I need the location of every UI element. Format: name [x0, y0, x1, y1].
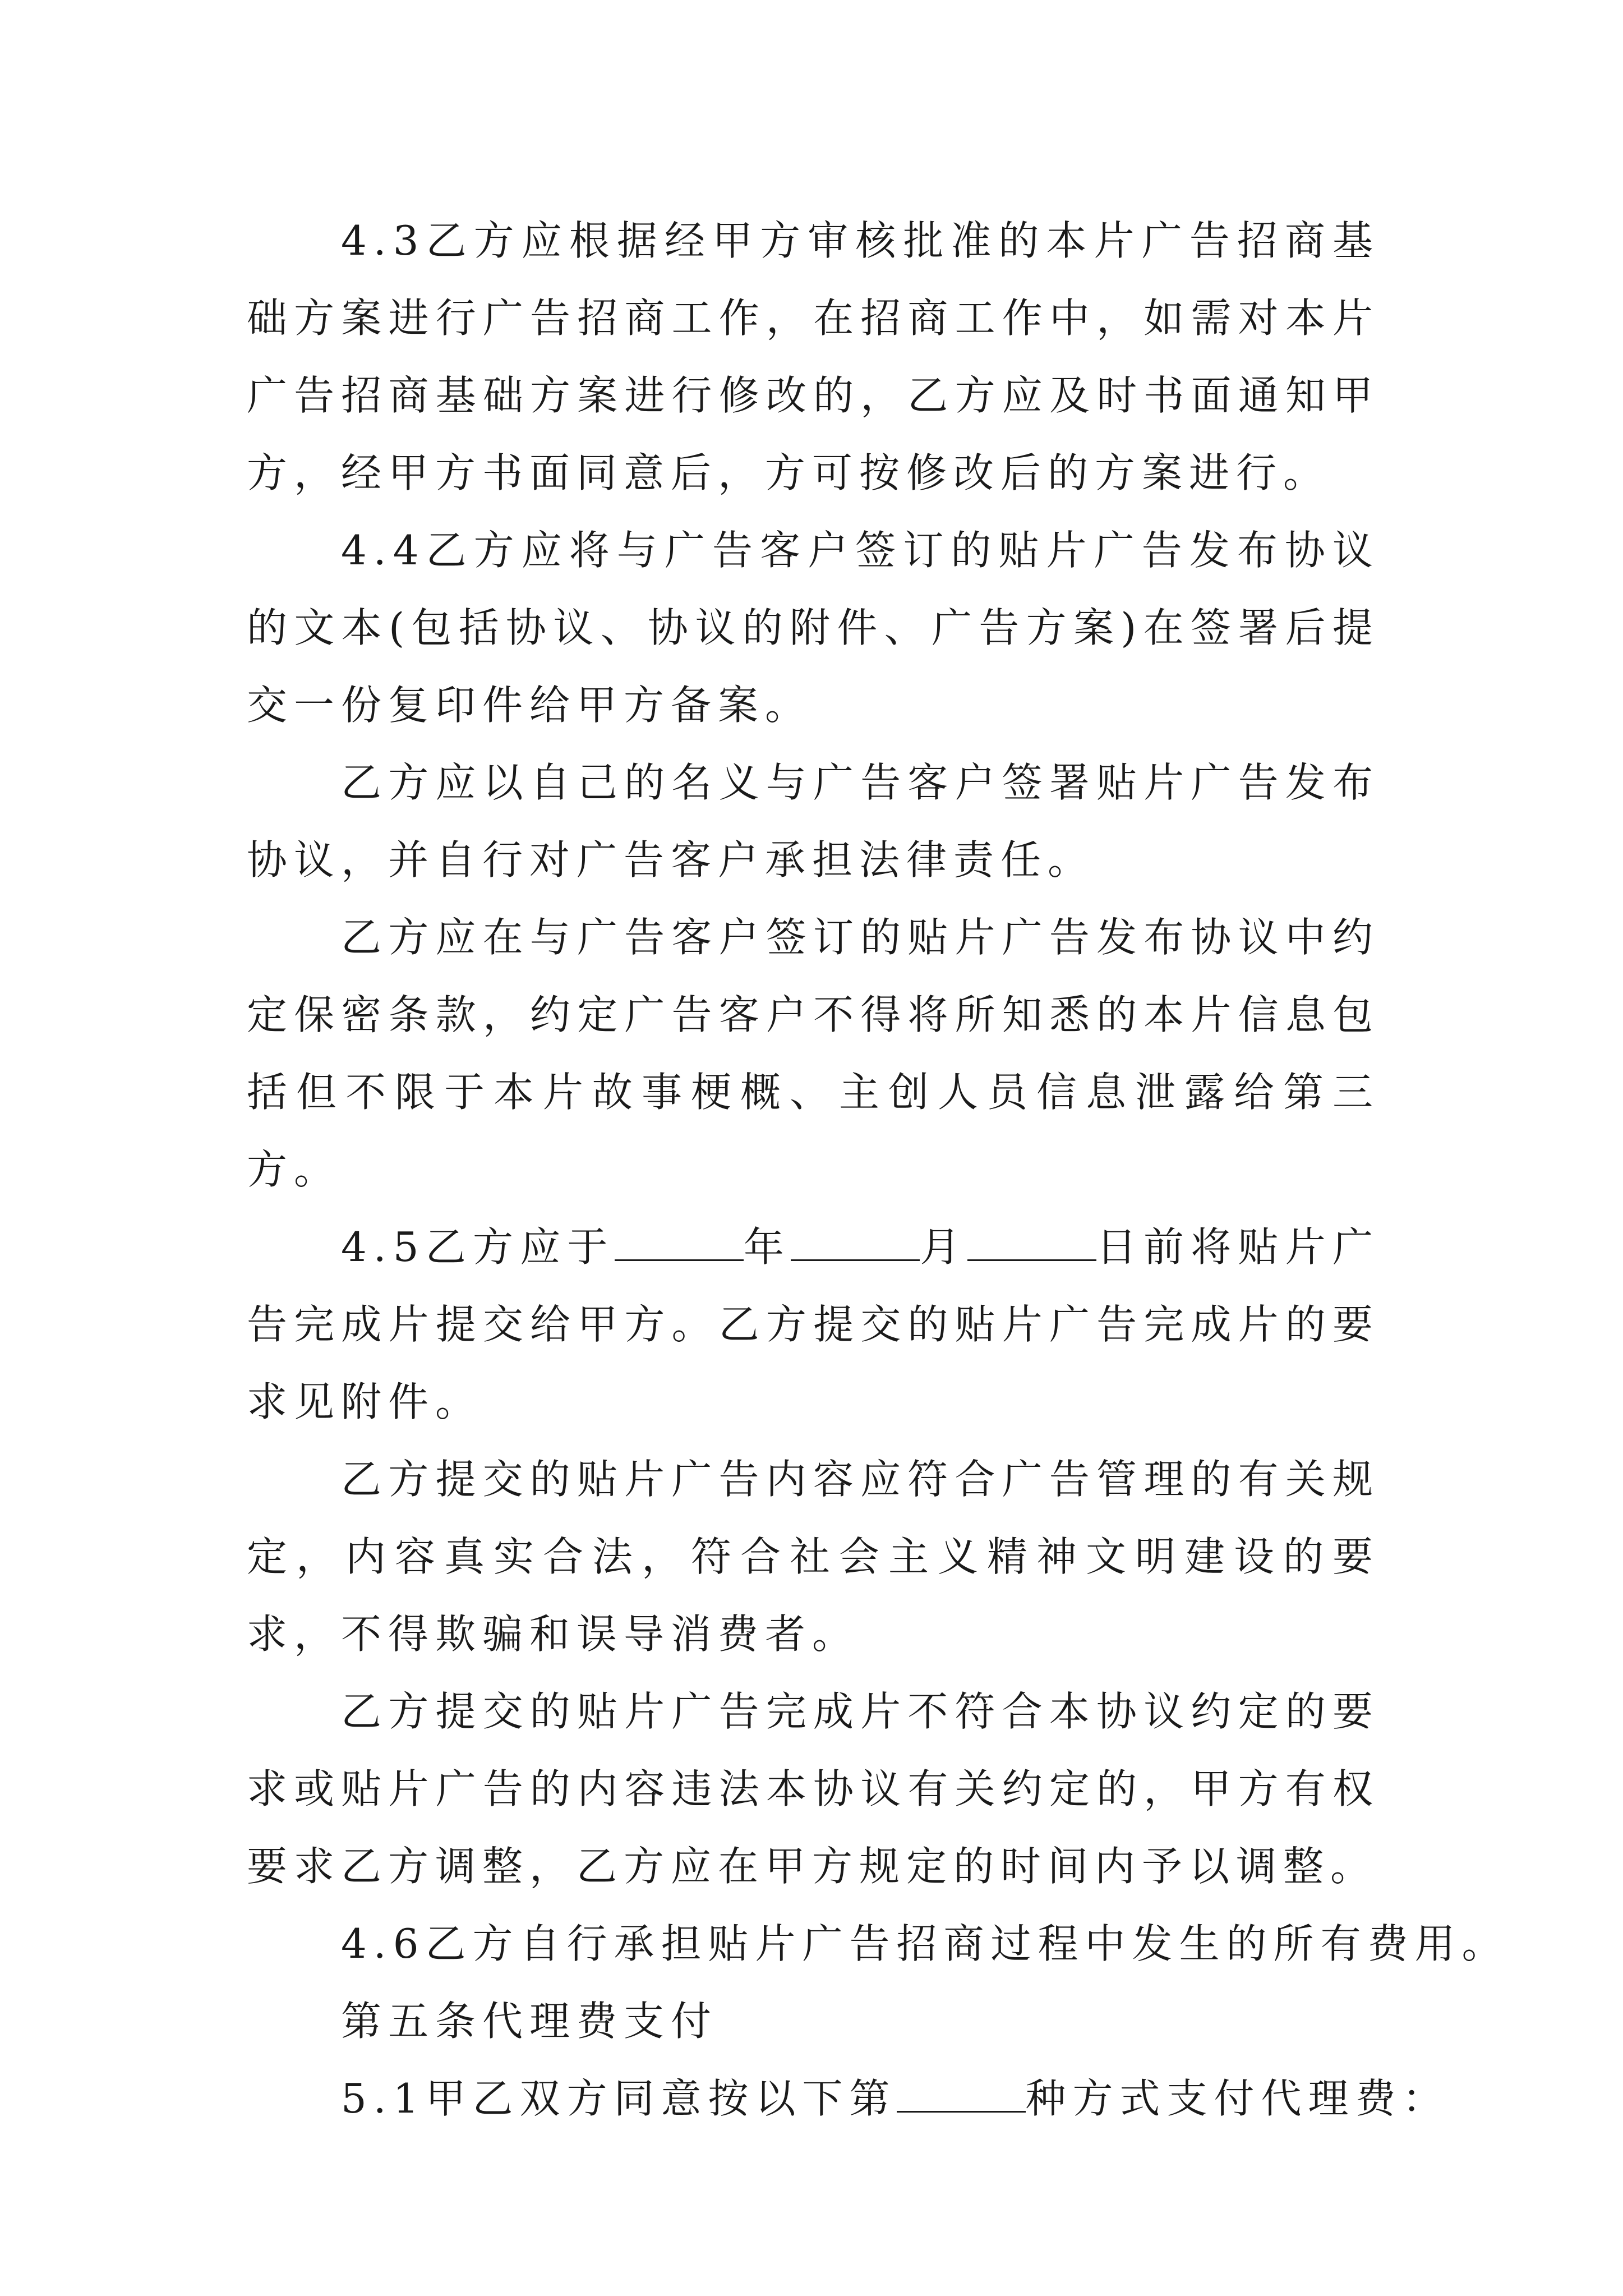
clause-4-5-adjustment: 乙方提交的贴片广告完成片不符合本协议约定的要求或贴片广告的内容违法本协议有关约定的，甲方有权要求乙方调整，乙方应在甲方规定的时间内予以调整。 [247, 1688, 1380, 1890]
clause-4-5-prefix: 4.5乙方应于 [341, 1223, 615, 1271]
document-body [247, 202, 1509, 2137]
clause-4-6: 4.6乙方自行承担贴片广告招商过程中发生的所有费用。 [341, 1920, 1509, 1967]
clause-4-5-suffix: 日前将贴片广告完成片提交给甲方。乙方提交的贴片广告完成片的要求见附件。 [247, 1223, 1380, 1425]
day-blank [967, 1228, 1096, 1261]
article-5-heading: 第五条代理费支付 [341, 1998, 718, 2045]
month-blank [791, 1228, 920, 1261]
clause-5-1-prefix: 5.1甲乙双方同意按以下第 [341, 2075, 897, 2122]
clause-4-5-content-requirements: 乙方提交的贴片广告内容应符合广告管理的有关规定，内容真实合法，符合社会主义精神文明建设的要求，不得欺骗和误导消费者。 [247, 1456, 1380, 1658]
year-label: 年 [743, 1223, 791, 1271]
clause-4-4-signing: 乙方应以自己的名义与广告客户签署贴片广告发布协议，并自行对广告客户承担法律责任。 [247, 759, 1380, 884]
clause-4-4: 4.4乙方应将与广告客户签订的贴片广告发布协议的文本(包括协议、协议的附件、广告方案)在签署后提交一份复印件给甲方备案。 [247, 527, 1380, 729]
clause-5-1-suffix: 种方式支付代理费： [1025, 2075, 1450, 2122]
clause-4-4-confidentiality: 乙方应在与广告客户签订的贴片广告发布协议中约定保密条款，约定广告客户不得将所知悉的本片信息包括但不限于本片故事梗概、主创人员信息泄露给第三方。 [247, 914, 1380, 1193]
year-blank [615, 1228, 744, 1261]
month-label: 月 [920, 1223, 967, 1271]
clause-5-1 [247, 2060, 1450, 2137]
clause-4-3: 4.3乙方应根据经甲方审核批准的本片广告招商基础方案进行广告招商工作，在招商工作中，如需对本片广告招商基础方案进行修改的，乙方应及时书面通知甲方，经甲方书面同意后，方可按修改后的方案进行。 [247, 217, 1380, 496]
method-blank [897, 2079, 1026, 2113]
clause-4-5 [247, 1208, 1380, 1441]
